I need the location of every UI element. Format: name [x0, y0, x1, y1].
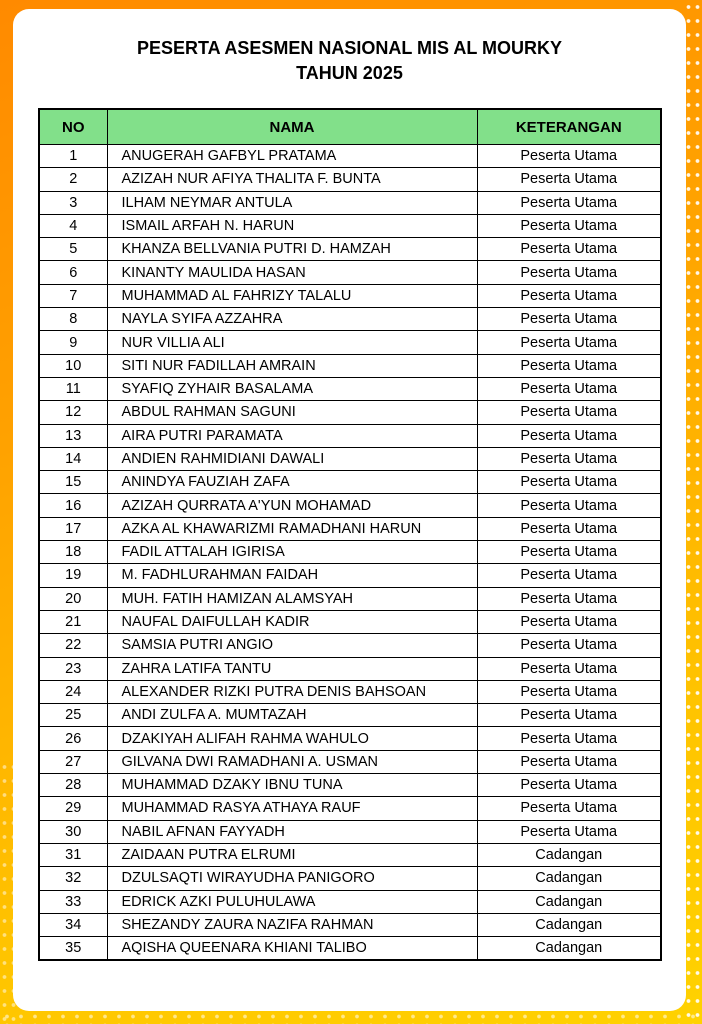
row-number: 7 [39, 284, 107, 307]
row-keterangan: Peserta Utama [477, 308, 661, 331]
row-number: 11 [39, 377, 107, 400]
row-number: 10 [39, 354, 107, 377]
table-row [39, 797, 661, 820]
row-number: 14 [39, 447, 107, 470]
row-keterangan: Cadangan [477, 913, 661, 936]
participants-table [38, 108, 662, 961]
row-name: NABIL AFNAN FAYYADH [107, 820, 477, 843]
row-number: 23 [39, 657, 107, 680]
row-keterangan: Peserta Utama [477, 401, 661, 424]
table-row [39, 727, 661, 750]
document-card [13, 9, 686, 1011]
table-row [39, 774, 661, 797]
row-name: ZAHRA LATIFA TANTU [107, 657, 477, 680]
table-row [39, 377, 661, 400]
row-number: 24 [39, 680, 107, 703]
row-keterangan: Peserta Utama [477, 727, 661, 750]
row-keterangan: Cadangan [477, 937, 661, 961]
row-keterangan: Peserta Utama [477, 797, 661, 820]
table-row [39, 261, 661, 284]
table-row [39, 401, 661, 424]
row-name: SHEZANDY ZAURA NAZIFA RAHMAN [107, 913, 477, 936]
row-name: SAMSIA PUTRI ANGIO [107, 634, 477, 657]
row-keterangan: Cadangan [477, 867, 661, 890]
row-keterangan: Peserta Utama [477, 774, 661, 797]
row-number: 30 [39, 820, 107, 843]
table-row [39, 680, 661, 703]
row-keterangan: Cadangan [477, 843, 661, 866]
row-keterangan: Peserta Utama [477, 191, 661, 214]
row-name: GILVANA DWI RAMADHANI A. USMAN [107, 750, 477, 773]
row-name: AIRA PUTRI PARAMATA [107, 424, 477, 447]
row-keterangan: Peserta Utama [477, 284, 661, 307]
row-number: 28 [39, 774, 107, 797]
row-name: DZAKIYAH ALIFAH RAHMA WAHULO [107, 727, 477, 750]
table-row [39, 517, 661, 540]
table-row [39, 191, 661, 214]
row-name: AQISHA QUEENARA KHIANI TALIBO [107, 937, 477, 961]
row-name: ILHAM NEYMAR ANTULA [107, 191, 477, 214]
row-number: 1 [39, 145, 107, 168]
table-row [39, 145, 661, 168]
table-body [39, 145, 661, 961]
row-number: 4 [39, 214, 107, 237]
row-keterangan: Peserta Utama [477, 820, 661, 843]
row-keterangan: Peserta Utama [477, 517, 661, 540]
row-name: KINANTY MAULIDA HASAN [107, 261, 477, 284]
table-row [39, 308, 661, 331]
row-keterangan: Peserta Utama [477, 447, 661, 470]
row-keterangan: Peserta Utama [477, 424, 661, 447]
table-row [39, 214, 661, 237]
row-keterangan: Peserta Utama [477, 145, 661, 168]
row-keterangan: Peserta Utama [477, 704, 661, 727]
row-name: ISMAIL ARFAH N. HARUN [107, 214, 477, 237]
row-name: ZAIDAAN PUTRA ELRUMI [107, 843, 477, 866]
table-row [39, 890, 661, 913]
row-number: 2 [39, 168, 107, 191]
table-row [39, 657, 661, 680]
row-number: 17 [39, 517, 107, 540]
table-row [39, 494, 661, 517]
row-name: NAYLA SYIFA AZZAHRA [107, 308, 477, 331]
table-row [39, 937, 661, 961]
row-name: FADIL ATTALAH IGIRISA [107, 541, 477, 564]
row-name: MUHAMMAD AL FAHRIZY TALALU [107, 284, 477, 307]
table-row [39, 610, 661, 633]
row-number: 16 [39, 494, 107, 517]
row-keterangan: Peserta Utama [477, 238, 661, 261]
row-keterangan: Peserta Utama [477, 168, 661, 191]
table-row [39, 284, 661, 307]
row-keterangan: Peserta Utama [477, 377, 661, 400]
table-row [39, 820, 661, 843]
row-number: 20 [39, 587, 107, 610]
row-number: 13 [39, 424, 107, 447]
row-name: ANDIEN RAHMIDIANI DAWALI [107, 447, 477, 470]
table-row [39, 238, 661, 261]
row-name: ALEXANDER RIZKI PUTRA DENIS BAHSOAN [107, 680, 477, 703]
row-number: 8 [39, 308, 107, 331]
document-title [13, 36, 686, 86]
row-keterangan: Peserta Utama [477, 587, 661, 610]
row-keterangan: Peserta Utama [477, 610, 661, 633]
decorative-dots-bottom [0, 1012, 702, 1024]
row-number: 12 [39, 401, 107, 424]
row-name: ABDUL RAHMAN SAGUNI [107, 401, 477, 424]
row-keterangan: Peserta Utama [477, 354, 661, 377]
row-name: ANDI ZULFA A. MUMTAZAH [107, 704, 477, 727]
row-name: AZIZAH QURRATA A'YUN MOHAMAD [107, 494, 477, 517]
row-keterangan: Peserta Utama [477, 261, 661, 284]
table-header-row [39, 109, 661, 145]
table-row [39, 704, 661, 727]
table-row [39, 913, 661, 936]
table-row [39, 168, 661, 191]
table-row [39, 564, 661, 587]
table-row [39, 867, 661, 890]
row-keterangan: Peserta Utama [477, 750, 661, 773]
header-nama: NAMA [107, 109, 477, 145]
row-number: 3 [39, 191, 107, 214]
row-name: NUR VILLIA ALI [107, 331, 477, 354]
table-row [39, 471, 661, 494]
row-keterangan: Peserta Utama [477, 541, 661, 564]
row-name: M. FADHLURAHMAN FAIDAH [107, 564, 477, 587]
row-keterangan: Peserta Utama [477, 680, 661, 703]
table-row [39, 541, 661, 564]
row-number: 19 [39, 564, 107, 587]
row-keterangan: Cadangan [477, 890, 661, 913]
row-name: ANINDYA FAUZIAH ZAFA [107, 471, 477, 494]
table-row [39, 843, 661, 866]
header-keterangan: KETERANGAN [477, 109, 661, 145]
header-no: NO [39, 109, 107, 145]
row-name: AZIZAH NUR AFIYA THALITA F. BUNTA [107, 168, 477, 191]
row-keterangan: Peserta Utama [477, 214, 661, 237]
row-number: 34 [39, 913, 107, 936]
row-keterangan: Peserta Utama [477, 564, 661, 587]
row-name: EDRICK AZKI PULUHULAWA [107, 890, 477, 913]
row-keterangan: Peserta Utama [477, 634, 661, 657]
row-name: MUH. FATIH HAMIZAN ALAMSYAH [107, 587, 477, 610]
row-number: 18 [39, 541, 107, 564]
row-name: DZULSAQTI WIRAYUDHA PANIGORO [107, 867, 477, 890]
row-number: 27 [39, 750, 107, 773]
row-number: 9 [39, 331, 107, 354]
row-number: 31 [39, 843, 107, 866]
row-name: SITI NUR FADILLAH AMRAIN [107, 354, 477, 377]
row-number: 25 [39, 704, 107, 727]
row-number: 5 [39, 238, 107, 261]
row-number: 33 [39, 890, 107, 913]
table-row [39, 447, 661, 470]
decorative-dots-right [684, 0, 702, 1024]
row-number: 21 [39, 610, 107, 633]
row-number: 32 [39, 867, 107, 890]
table-row [39, 331, 661, 354]
row-number: 6 [39, 261, 107, 284]
row-name: NAUFAL DAIFULLAH KADIR [107, 610, 477, 633]
row-number: 22 [39, 634, 107, 657]
row-number: 35 [39, 937, 107, 961]
title-line-2: TAHUN 2025 [296, 63, 403, 83]
row-keterangan: Peserta Utama [477, 494, 661, 517]
row-keterangan: Peserta Utama [477, 471, 661, 494]
row-name: AZKA AL KHAWARIZMI RAMADHANI HARUN [107, 517, 477, 540]
table-row [39, 424, 661, 447]
row-keterangan: Peserta Utama [477, 331, 661, 354]
row-name: ANUGERAH GAFBYL PRATAMA [107, 145, 477, 168]
row-keterangan: Peserta Utama [477, 657, 661, 680]
row-number: 29 [39, 797, 107, 820]
table-row [39, 634, 661, 657]
table-row [39, 354, 661, 377]
row-name: KHANZA BELLVANIA PUTRI D. HAMZAH [107, 238, 477, 261]
row-name: MUHAMMAD RASYA ATHAYA RAUF [107, 797, 477, 820]
row-number: 15 [39, 471, 107, 494]
table-row [39, 587, 661, 610]
row-name: MUHAMMAD DZAKY IBNU TUNA [107, 774, 477, 797]
row-name: SYAFIQ ZYHAIR BASALAMA [107, 377, 477, 400]
title-line-1: PESERTA ASESMEN NASIONAL MIS AL MOURKY [136, 38, 563, 58]
row-number: 26 [39, 727, 107, 750]
table-row [39, 750, 661, 773]
